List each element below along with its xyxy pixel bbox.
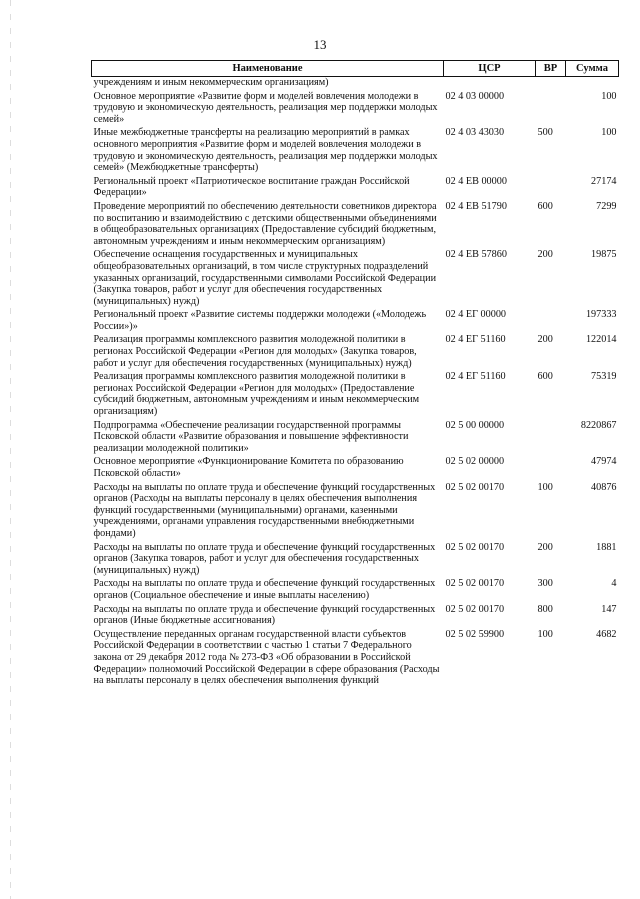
cell-csr: 02 4 ЕГ 00000 <box>445 309 507 321</box>
table-row <box>92 542 619 579</box>
table-row <box>92 334 619 371</box>
cell-vr <box>536 420 566 457</box>
cell-name: Расходы на выплаты по оплате труда и обеспечение функций государственных органов (Социальное обеспечение и иные выплаты населению) <box>93 578 436 601</box>
cell-vr: 200 <box>537 249 553 261</box>
table-row <box>92 127 619 175</box>
table-row <box>92 201 619 249</box>
table-body <box>92 77 619 689</box>
cell-name: Подпрограмма «Обеспечение реализации государственной программы Псковской области «Развитие образования и повышение эффективности реализации молодежной политики» <box>93 419 409 454</box>
cell-csr: 02 4 03 43030 <box>445 127 505 139</box>
cell-name: Основное мероприятие «Развитие форм и моделей вовлечения молодежи в трудовую и экономическую деятельность, реализация мер поддержки молодых семей» <box>93 90 438 125</box>
cell-name: Расходы на выплаты по оплате труда и обеспечение функций государственных органов (Иные бюджетные ассигнования) <box>93 603 436 627</box>
cell-csr: 02 4 ЕВ 57860 <box>445 249 507 261</box>
table-row <box>92 456 619 481</box>
cell-name: Расходы на выплаты по оплате труда и обеспечение функций государственных органов (Закупка товаров, работ и услуг для обеспечения государственных (муниципальных) нужд) <box>93 541 436 576</box>
cell-name: Осуществление переданных органам государственной власти субъектов Российской Федерации в соответствии с частью 1 статьи 7 Федерального закона от 29 декабря 2012 года № 273-ФЗ «Об образовании в Российской Федерации» полномочий Российской Федерации в сфере образования (Расходы на выплаты персоналу в целях обеспечения выполнения функций <box>93 628 440 687</box>
cell-vr: 600 <box>537 371 553 383</box>
cell-name: Реализация программы комплексного развития молодежной политики в регионах Российской Федерации «Регион для молодых» (Предоставление субсидий бюджетным, автономным учреждениям и иным некоммерческим организациям) <box>93 371 420 418</box>
table-row <box>92 77 619 91</box>
cell-sum: 47974 <box>591 456 617 468</box>
cell-csr: 02 5 02 00170 <box>445 578 505 590</box>
cell-sum: 4 <box>611 578 617 590</box>
cell-vr: 800 <box>537 603 553 615</box>
cell-csr: 02 4 ЕГ 51160 <box>445 371 506 383</box>
cell-sum: 75319 <box>591 371 617 383</box>
cell-sum: 100 <box>601 127 617 139</box>
cell-name: учреждениям и иным некоммерческим организациям) <box>93 77 329 88</box>
cell-csr: 02 4 ЕВ 00000 <box>445 175 507 187</box>
cell-name: Расходы на выплаты по оплате труда и обеспечение функций государственных органов (Расходы на выплаты персоналу в целях обеспечения выполнения функций государственными (муниципальными) органами, казенными учреждениями, органами управления государственными внебюджетными фондами) <box>93 481 436 539</box>
cell-name: Иные межбюджетные трансферты на реализацию мероприятий в рамках основного мероприятия «Развитие форм и моделей вовлечения молодежи в трудовую и экономическую деятельность, реализация мер поддержки молодых семей» (Межбюджетные трансферты) <box>93 127 438 174</box>
cell-vr: 100 <box>537 481 553 493</box>
cell-vr <box>536 77 566 91</box>
cell-sum: 4682 <box>596 628 617 640</box>
page-number: 13 <box>313 37 327 52</box>
cell-name: Региональный проект «Развитие системы поддержки молодежи («Молодежь России»)» <box>93 309 427 332</box>
cell-name: Региональный проект «Патриотическое воспитание граждан Российской Федерации» <box>93 175 410 199</box>
table-row <box>92 482 619 542</box>
cell-name: Реализация программы комплексного развития молодежной политики в регионах Российской Федерации «Регион для молодых» (Закупка товаров, работ и услуг для обеспечения государственных (муниципальных) нужд) <box>93 334 417 369</box>
cell-sum: 40876 <box>591 481 617 493</box>
budget-table <box>91 60 619 689</box>
header-sum: Сумма <box>566 61 619 77</box>
header-name: Наименование <box>92 61 444 77</box>
header-csr: ЦСР <box>444 61 536 77</box>
cell-csr: 02 5 02 00000 <box>445 456 505 468</box>
cell-csr: 02 5 02 00170 <box>445 541 505 553</box>
cell-sum: 197333 <box>585 309 617 321</box>
cell-name: Проведение мероприятий по обеспечению деятельности советников директора по воспитанию и взаимодействию с детскими общественными объединениями в общеобразовательных организациях (Предоставление субсидий бюджетным, автономным учреждениям и иным некоммерческим организациям) <box>93 200 437 247</box>
cell-vr <box>536 91 566 128</box>
cell-sum <box>566 77 619 91</box>
cell-vr: 200 <box>537 334 553 346</box>
cell-csr: 02 4 03 00000 <box>445 90 505 102</box>
table-row <box>92 249 619 309</box>
cell-vr: 500 <box>537 127 553 139</box>
table-row <box>92 176 619 201</box>
cell-sum: 147 <box>601 603 617 615</box>
cell-vr <box>536 456 566 481</box>
cell-vr: 300 <box>537 578 553 590</box>
table-row <box>92 578 619 603</box>
header-vr: ВР <box>536 61 566 77</box>
table-row <box>92 371 619 419</box>
table-header-row <box>92 61 619 77</box>
cell-sum: 19875 <box>591 249 617 261</box>
cell-vr <box>536 176 566 201</box>
cell-vr: 600 <box>537 200 553 212</box>
cell-sum: 7299 <box>596 200 617 212</box>
cell-csr: 02 4 ЕГ 51160 <box>445 334 506 346</box>
cell-name: Обеспечение оснащения государственных и муниципальных общеобразовательных организаций, в том числе структурных подразделений указанных организаций, государственными символами Российской Федерации (Закупка товаров, работ и услуг для обеспечения государственных (муниципальных) нужд) <box>93 249 437 307</box>
cell-csr <box>444 77 536 91</box>
table-row <box>92 309 619 334</box>
table-row <box>92 604 619 629</box>
cell-csr: 02 4 ЕВ 51790 <box>445 200 507 212</box>
cell-sum: 1881 <box>596 541 617 553</box>
scan-edge-line <box>10 0 11 899</box>
table-row <box>92 420 619 457</box>
cell-csr: 02 5 02 00170 <box>445 481 505 493</box>
cell-sum: 100 <box>601 90 617 102</box>
cell-csr: 02 5 00 00000 <box>445 419 505 431</box>
cell-name: Основное мероприятие «Функционирование Комитета по образованию Псковской области» <box>93 456 404 479</box>
cell-csr: 02 5 02 59900 <box>445 628 505 640</box>
cell-sum: 8220867 <box>580 419 617 431</box>
table-row <box>92 629 619 689</box>
cell-sum: 27174 <box>591 175 617 187</box>
table-row <box>92 91 619 128</box>
cell-vr: 200 <box>537 541 553 553</box>
cell-vr: 100 <box>537 628 553 640</box>
cell-sum: 122014 <box>585 334 617 346</box>
cell-vr <box>536 309 566 334</box>
cell-csr: 02 5 02 00170 <box>445 603 505 615</box>
